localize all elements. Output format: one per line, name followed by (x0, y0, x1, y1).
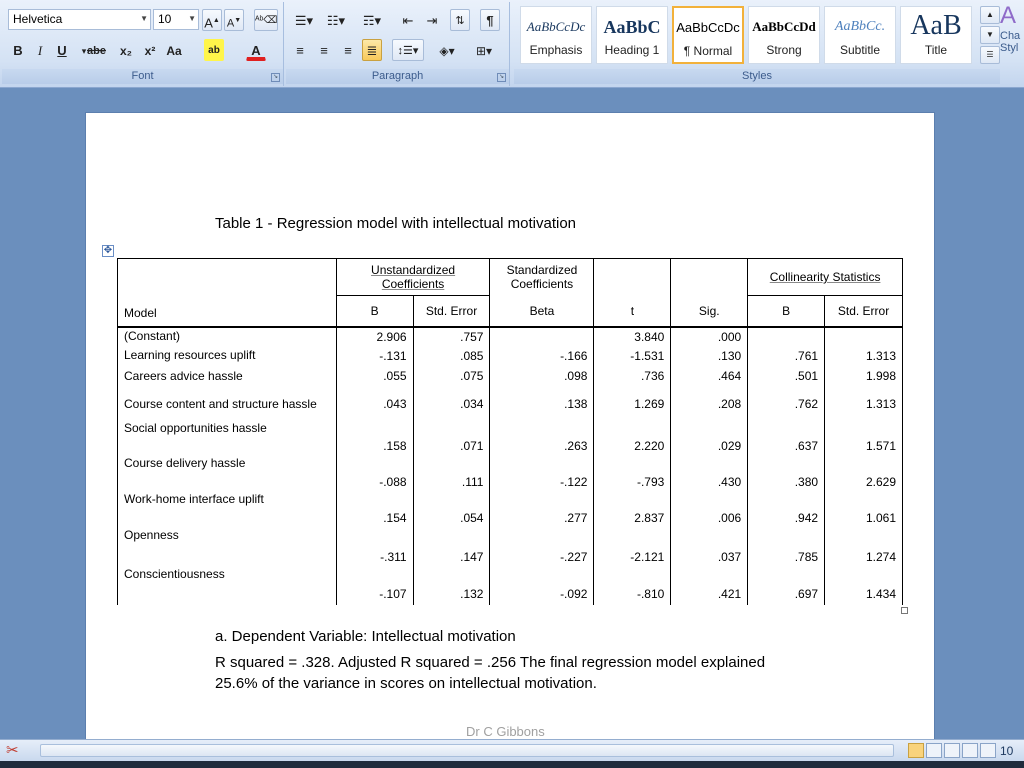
t-header-top (594, 259, 671, 296)
row-label: Openness (118, 529, 337, 568)
r-squared-summary-line2: 25.6% of the variance in scores on intellectual motivation. (215, 675, 597, 692)
styles-more-icon[interactable]: ☰ (980, 46, 1000, 64)
row-label: Course delivery hassle (118, 457, 337, 493)
collinearity-std-error-header: Std. Error (825, 296, 903, 327)
document-page[interactable] (86, 113, 934, 753)
unstandardized-header-label: Unstandardized Coefficients (371, 263, 456, 291)
std-error-value: .147 (413, 529, 490, 568)
r-squared-summary-line1: R squared = .328. Adjusted R squared = .256 The final regression model explained (215, 654, 766, 671)
align-left-icon[interactable]: ≡ (296, 43, 304, 58)
outline-view-icon[interactable] (962, 743, 978, 758)
change-styles-button[interactable] (1000, 2, 1024, 54)
beta-value: .138 (490, 387, 594, 422)
font-color-button[interactable]: A (246, 39, 266, 61)
std-error-header: Std. Error (413, 296, 490, 327)
page-footer: Dr C Gibbons (466, 724, 545, 739)
styles-scroll-down-icon[interactable]: ▼ (980, 26, 1000, 44)
beta-value: -.122 (490, 457, 594, 493)
b-value: 2.906 (336, 327, 413, 346)
style-name: Emphasis (529, 43, 583, 57)
t-value: 3.840 (594, 327, 671, 346)
row-label: Social opportunities hassle (118, 422, 337, 457)
row-label: Careers advice hassle (118, 366, 337, 387)
numbering-icon[interactable]: ☷▾ (326, 13, 346, 28)
beta-header: Beta (490, 296, 594, 327)
style-name: Subtitle (839, 43, 881, 57)
table-row (118, 422, 903, 457)
sig-header: Sig. (671, 296, 748, 327)
collinearity-header-label: Collinearity Statistics (769, 270, 881, 284)
table-row (118, 493, 903, 529)
grow-font-label: A (204, 15, 213, 31)
draft-view-icon[interactable] (980, 743, 996, 758)
paragraph-group (286, 2, 510, 86)
style-sample: AaBbCcDd (752, 19, 816, 34)
collinearity-std-error-value: 1.061 (825, 493, 903, 529)
sig-value: .430 (671, 457, 748, 493)
table-row (118, 346, 903, 366)
dialog-launcher-icon[interactable]: ↘ (272, 74, 279, 80)
print-layout-view-icon[interactable] (908, 743, 924, 758)
style-name: ¶ Normal (683, 44, 733, 58)
bullets-icon[interactable]: ☰▾ (294, 13, 314, 28)
style-title[interactable] (900, 6, 972, 64)
t-value: -.810 (594, 568, 671, 605)
font-name-value: Helvetica (13, 12, 63, 26)
horizontal-scrollbar[interactable] (40, 744, 894, 757)
std-error-value: .757 (413, 327, 490, 346)
styles-scroll-up-icon[interactable]: ▲ (980, 6, 1000, 24)
collinearity-std-error-value: 1.313 (825, 346, 903, 366)
unstandardized-header (336, 259, 490, 296)
t-value: -2.121 (594, 529, 671, 568)
underline-options-icon[interactable]: ▾ (81, 46, 87, 56)
clear-formatting-icon[interactable]: ᴬᵇ⌫ (254, 9, 278, 31)
bold-button[interactable]: B (13, 43, 23, 58)
line-spacing-icon[interactable]: ↕☰▾ (392, 39, 424, 61)
collinearity-b-value: .697 (748, 568, 825, 605)
status-bar (0, 739, 1024, 761)
style-subtitle[interactable] (824, 6, 896, 64)
std-error-value: .111 (413, 457, 490, 493)
font-group-label: Font (2, 69, 283, 84)
b-value: -.107 (336, 568, 413, 605)
chevron-down-icon[interactable]: ▼ (188, 14, 196, 23)
std-error-value: .054 (413, 493, 490, 529)
sig-value: .000 (671, 327, 748, 346)
t-value: 2.837 (594, 493, 671, 529)
show-formatting-icon[interactable]: ¶ (480, 9, 500, 31)
chevron-down-icon[interactable]: ▼ (140, 14, 148, 23)
collinearity-std-error-value (825, 327, 903, 346)
zoom-level[interactable]: 10 (1000, 744, 1014, 758)
style-sample: AaBbCcDc (676, 20, 740, 35)
t-value: -1.531 (594, 346, 671, 366)
beta-value: .098 (490, 366, 594, 387)
table-row (118, 568, 903, 605)
collinearity-std-error-value: 2.629 (825, 457, 903, 493)
sig-value: .006 (671, 493, 748, 529)
beta-value (490, 327, 594, 346)
beta-value: .277 (490, 493, 594, 529)
increase-indent-icon[interactable]: ⇥ (426, 13, 438, 28)
font-size-value: 10 (158, 12, 172, 26)
row-label: (Constant) (118, 327, 337, 346)
sig-header-top (671, 259, 748, 296)
style-heading-1[interactable] (596, 6, 668, 64)
beta-value: -.166 (490, 346, 594, 366)
collinearity-std-error-value: 1.571 (825, 422, 903, 457)
regression-table[interactable] (117, 258, 903, 605)
change-styles-icon: A (1000, 2, 1017, 29)
shrink-font-button[interactable]: A▼ (224, 9, 244, 31)
b-value: -.311 (336, 529, 413, 568)
t-value: .736 (594, 366, 671, 387)
row-label: Work-home interface uplift (118, 493, 337, 529)
style-normal[interactable] (672, 6, 744, 64)
std-error-value: .071 (413, 422, 490, 457)
b-header: B (336, 296, 413, 327)
proofing-icon[interactable]: ✂ (6, 742, 19, 759)
strikethrough-button[interactable]: abe (87, 45, 106, 57)
t-value: -.793 (594, 457, 671, 493)
beta-value: -.092 (490, 568, 594, 605)
b-value: .055 (336, 366, 413, 387)
style-sample: AaB (910, 10, 962, 41)
underline-button[interactable]: U (57, 43, 67, 58)
b-value: -.088 (336, 457, 413, 493)
grow-font-button[interactable]: A▲ (202, 9, 222, 31)
collinearity-std-error-value: 1.434 (825, 568, 903, 605)
align-center-icon[interactable]: ≡ (320, 43, 328, 58)
style-emphasis[interactable] (520, 6, 592, 64)
sig-value: .421 (671, 568, 748, 605)
collinearity-b-value: .785 (748, 529, 825, 568)
change-styles-label: Cha Styl (1000, 30, 1021, 54)
change-case-button[interactable]: Aa (166, 44, 182, 58)
table-row (118, 387, 903, 422)
collinearity-b-header: B (748, 296, 825, 327)
b-value: -.131 (336, 346, 413, 366)
dialog-launcher-icon[interactable]: ↘ (498, 74, 505, 80)
style-sample: AaBbC (603, 17, 661, 37)
style-sample: AaBbCc. (834, 19, 886, 34)
collinearity-b-value: .501 (748, 366, 825, 387)
style-name: Heading 1 (604, 43, 660, 57)
sig-value: .130 (671, 346, 748, 366)
taskbar (0, 761, 1024, 768)
model-header: Model (118, 259, 337, 327)
row-label: Course content and structure hassle (118, 387, 337, 422)
row-label: Conscientiousness (118, 568, 337, 605)
collinearity-b-value (748, 327, 825, 346)
collinearity-b-value: .380 (748, 457, 825, 493)
table-title: Table 1 - Regression model with intellectual motivation (215, 215, 577, 232)
full-screen-reading-icon[interactable] (926, 743, 942, 758)
table-move-handle-icon[interactable]: ✥ (103, 245, 113, 256)
table-row (118, 366, 903, 387)
sig-value: .464 (671, 366, 748, 387)
align-right-icon[interactable]: ≡ (344, 43, 352, 58)
paragraph-group-label: Paragraph (286, 69, 509, 84)
table-row (118, 529, 903, 568)
subscript-button[interactable]: x₂ (119, 44, 132, 58)
collinearity-std-error-value: 1.274 (825, 529, 903, 568)
collinearity-std-error-value: 1.998 (825, 366, 903, 387)
font-size-box[interactable] (153, 9, 199, 30)
b-value: .154 (336, 493, 413, 529)
std-error-value: .075 (413, 366, 490, 387)
borders-icon[interactable]: ⊞▾ (475, 44, 493, 58)
collinearity-b-value: .942 (748, 493, 825, 529)
style-strong[interactable] (748, 6, 820, 64)
shrink-font-label: A (226, 17, 235, 30)
table-row (118, 457, 903, 493)
web-layout-icon[interactable] (944, 743, 960, 758)
t-value: 1.269 (594, 387, 671, 422)
font-group (2, 2, 284, 86)
b-value: .043 (336, 387, 413, 422)
table-resize-handle[interactable] (901, 607, 908, 614)
collinearity-b-value: .762 (748, 387, 825, 422)
sig-value: .029 (671, 422, 748, 457)
style-name: Title (924, 43, 948, 57)
font-name-box[interactable] (8, 9, 151, 30)
highlight-button[interactable]: ab (204, 39, 224, 61)
row-label: Learning resources uplift (118, 346, 337, 366)
sig-value: .208 (671, 387, 748, 422)
t-value: 2.220 (594, 422, 671, 457)
beta-value: -.227 (490, 529, 594, 568)
std-error-value: .034 (413, 387, 490, 422)
justify-icon[interactable]: ≣ (362, 39, 382, 61)
styles-group (514, 2, 1000, 86)
t-header: t (594, 296, 671, 327)
shading-icon[interactable]: ◈▾ (439, 44, 455, 58)
table-row (118, 327, 903, 346)
styles-group-label: Styles (514, 69, 1000, 84)
beta-value: .263 (490, 422, 594, 457)
sig-value: .037 (671, 529, 748, 568)
multilevel-list-icon[interactable]: ☶▾ (362, 13, 382, 28)
standardized-header: Standardized Coefficients (490, 259, 594, 296)
collinearity-std-error-value: 1.313 (825, 387, 903, 422)
collinearity-header (748, 259, 903, 296)
std-error-value: .085 (413, 346, 490, 366)
ribbon (0, 0, 1024, 88)
style-sample: AaBbCcDc (526, 19, 586, 34)
decrease-indent-icon[interactable]: ⇤ (402, 13, 414, 28)
collinearity-b-value: .637 (748, 422, 825, 457)
superscript-button[interactable]: x² (144, 44, 156, 58)
italic-button[interactable]: I (37, 43, 43, 58)
std-error-value: .132 (413, 568, 490, 605)
collinearity-b-value: .761 (748, 346, 825, 366)
style-name: Strong (766, 43, 802, 57)
sort-icon[interactable]: ⇅ (450, 9, 470, 31)
dependent-variable-note: a. Dependent Variable: Intellectual motivation (215, 628, 516, 645)
b-value: .158 (336, 422, 413, 457)
